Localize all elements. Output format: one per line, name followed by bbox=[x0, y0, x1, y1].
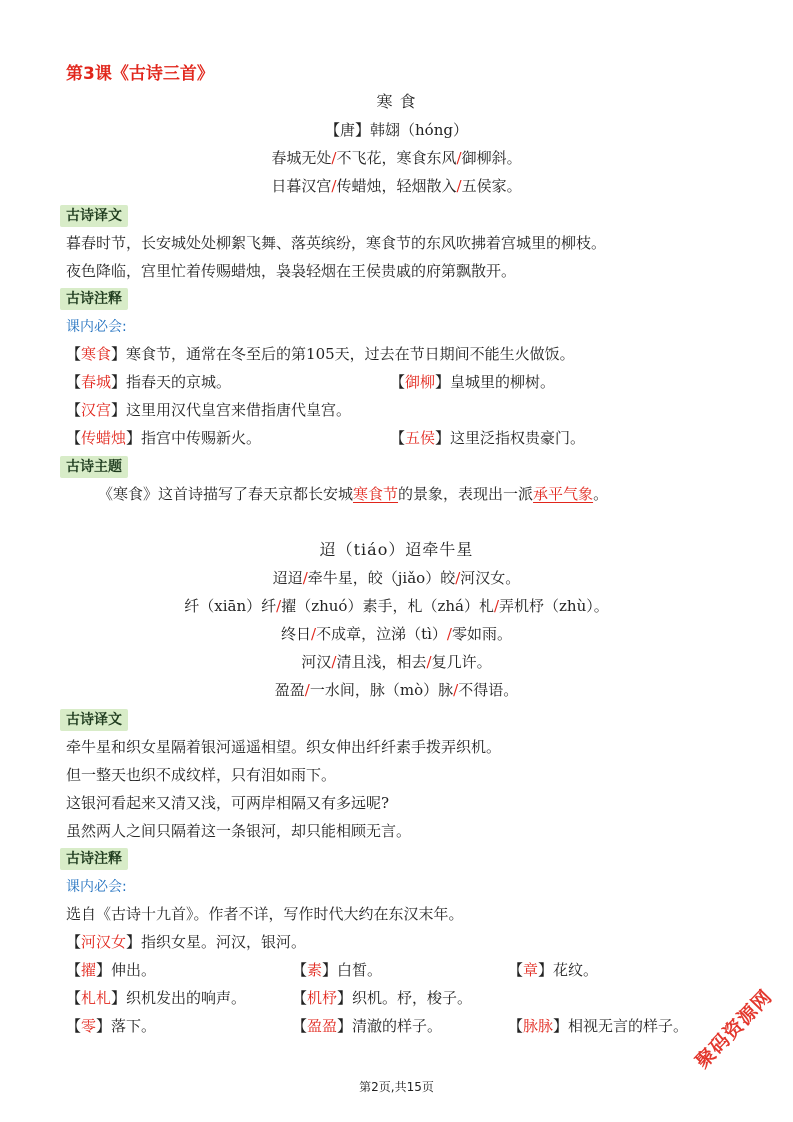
poem-segment: 河汉 bbox=[301, 653, 332, 671]
note-text: 花纹。 bbox=[553, 961, 599, 979]
poem-segment: 擢（zhuó）素手，札（zhá）札 bbox=[281, 597, 494, 615]
page-footer: 第2页,共15页 bbox=[359, 1080, 434, 1094]
poem1-note: 【五侯】这里泛指权贵豪门。 bbox=[390, 429, 586, 447]
note-term: 寒食 bbox=[81, 345, 112, 363]
note-text: 清澈的样子。 bbox=[352, 1017, 443, 1035]
poem1-note: 【寒食】寒食节，通常在冬至后的第105天，过去在节日期间不能生火做饭。 bbox=[66, 345, 575, 363]
watermark-stamp: 聚码资源网 bbox=[691, 985, 777, 1073]
poem1-translation-line: 暮春时节，长安城处处柳絮飞舞、落英缤纷，寒食节的东风吹拂着宫城里的柳枝。 bbox=[66, 234, 607, 252]
note-text: 这里用汉代皇宫来借指唐代皇宫。 bbox=[126, 401, 352, 419]
pause-slash: / bbox=[302, 569, 308, 587]
pause-slash: / bbox=[331, 149, 337, 167]
note-term: 五侯 bbox=[405, 429, 436, 447]
poem-segment: 一水间，脉（mò）脉 bbox=[309, 681, 454, 699]
poem2-line bbox=[0, 651, 793, 673]
pause-slash: / bbox=[493, 597, 500, 615]
poem2-note: 【章】花纹。 bbox=[508, 961, 599, 979]
poem2-note: 【擢】伸出。 bbox=[66, 961, 157, 979]
poem1-theme-label: 古诗主题 bbox=[60, 456, 128, 478]
poem2-line bbox=[0, 567, 793, 589]
poem1-note: 【春城】指春天的京城。 bbox=[66, 373, 232, 391]
poem-segment: 不成章，泣涕（tì） bbox=[316, 625, 447, 643]
note-term: 擢 bbox=[81, 961, 97, 979]
poem2-note: 【脉脉】相视无言的样子。 bbox=[508, 1017, 689, 1035]
note-term: 机杼 bbox=[307, 989, 338, 1007]
pause-slash: / bbox=[426, 653, 432, 671]
poem2-translation-line: 这银河看起来又清又浅，可两岸相隔又有多远呢? bbox=[66, 794, 390, 812]
note-term: 传蜡烛 bbox=[81, 429, 127, 447]
note-text: 指织女星。河汉，银河。 bbox=[141, 933, 307, 951]
note-text: 这里泛指权贵豪门。 bbox=[450, 429, 586, 447]
pause-slash: / bbox=[453, 681, 459, 699]
note-term: 零 bbox=[81, 1017, 97, 1035]
poem2-translation-line: 虽然两人之间只隔着这一条银河，却只能相顾无言。 bbox=[66, 822, 412, 840]
poem2-translation-line: 但一整天也织不成纹样，只有泪如雨下。 bbox=[66, 766, 337, 784]
poem-segment: 春城无处 bbox=[271, 149, 332, 167]
pause-slash: / bbox=[331, 653, 337, 671]
poem1-note: 【传蜡烛】指宫中传赐新火。 bbox=[66, 429, 262, 447]
lesson-title: 第3课《古诗三首》 bbox=[66, 64, 214, 84]
poem1-translation-label: 古诗译文 bbox=[60, 205, 128, 227]
pause-slash: / bbox=[455, 569, 461, 587]
poem1-theme bbox=[98, 483, 608, 505]
poem2-note: 【零】落下。 bbox=[66, 1017, 157, 1035]
poem2-line bbox=[0, 623, 793, 645]
poem1-title: 寒 食 bbox=[376, 92, 417, 111]
note-text: 指春天的京城。 bbox=[126, 373, 232, 391]
theme-text: 。 bbox=[593, 485, 609, 503]
note-text: 皇城里的柳树。 bbox=[450, 373, 556, 391]
poem-segment: 五侯家。 bbox=[461, 177, 522, 195]
poem2-note: 【札札】织机发出的响声。 bbox=[66, 989, 247, 1007]
poem1-notes-label: 古诗注释 bbox=[60, 288, 128, 310]
note-text: 落下。 bbox=[111, 1017, 157, 1035]
note-term: 汉宫 bbox=[81, 401, 112, 419]
note-text: 寒食节，通常在冬至后的第105天，过去在节日期间不能生火做饭。 bbox=[126, 345, 575, 363]
note-text: 指宫中传赐新火。 bbox=[141, 429, 262, 447]
note-term: 章 bbox=[523, 961, 539, 979]
poem-segment: 纤（xiān）纤 bbox=[184, 597, 277, 615]
note-term: 盈盈 bbox=[307, 1017, 338, 1035]
poem1-note: 【御柳】皇城里的柳树。 bbox=[390, 373, 556, 391]
poem-segment: 传蜡烛，轻烟散入 bbox=[336, 177, 457, 195]
poem1-must-label: 课内必会: bbox=[66, 319, 127, 335]
poem-segment: 日暮汉宫 bbox=[271, 177, 332, 195]
note-term: 札札 bbox=[81, 989, 112, 1007]
note-term: 春城 bbox=[81, 373, 112, 391]
note-term: 御柳 bbox=[405, 373, 436, 391]
poem-segment: 牵牛星，皎（jiǎo）皎 bbox=[307, 569, 456, 587]
pause-slash: / bbox=[304, 681, 310, 699]
poem1-note: 【汉宫】这里用汉代皇宫来借指唐代皇宫。 bbox=[66, 401, 352, 419]
pause-slash: / bbox=[446, 625, 452, 643]
poem2-line bbox=[0, 595, 793, 617]
poem2-intro: 选自《古诗十九首》。作者不详，写作时代大约在东汉末年。 bbox=[66, 905, 464, 923]
poem-segment: 零如雨。 bbox=[451, 625, 512, 643]
poem-segment: 盈盈 bbox=[274, 681, 305, 699]
poem2-note: 【河汉女】指织女星。河汉，银河。 bbox=[66, 933, 307, 951]
pause-slash: / bbox=[456, 177, 462, 195]
poem-segment: 复几许。 bbox=[431, 653, 492, 671]
note-text: 白皙。 bbox=[337, 961, 383, 979]
note-text: 伸出。 bbox=[111, 961, 157, 979]
poem2-note: 【机杼】织机。杼，梭子。 bbox=[292, 989, 473, 1007]
note-term: 河汉女 bbox=[81, 933, 127, 951]
theme-text: 《寒食》这首诗描写了春天京都长安城 bbox=[98, 485, 354, 503]
poem2-note: 【盈盈】清澈的样子。 bbox=[292, 1017, 443, 1035]
note-term: 脉脉 bbox=[523, 1017, 554, 1035]
pause-slash: / bbox=[456, 149, 462, 167]
poem2-line bbox=[0, 679, 793, 701]
poem2-title: 迢（tiáo）迢牵牛星 bbox=[319, 540, 474, 559]
poem2-note: 【素】白皙。 bbox=[292, 961, 383, 979]
poem-segment: 御柳斜。 bbox=[461, 149, 522, 167]
pause-slash: / bbox=[311, 625, 317, 643]
note-text: 织机发出的响声。 bbox=[126, 989, 247, 1007]
poem-segment: 不飞花，寒食东风 bbox=[336, 149, 457, 167]
poem1-translation-line: 夜色降临，宫里忙着传赐蜡烛，袅袅轻烟在王侯贵戚的府第飘散开。 bbox=[66, 262, 517, 280]
poem-segment: 清且浅，相去 bbox=[336, 653, 427, 671]
poem-segment: 不得语。 bbox=[458, 681, 519, 699]
poem1-line bbox=[0, 147, 793, 169]
pause-slash: / bbox=[276, 597, 282, 615]
poem2-translation-line: 牵牛星和织女星隔着银河遥遥相望。织女伸出纤纤素手拨弄织机。 bbox=[66, 738, 502, 756]
poem1-author: 【唐】韩翃（hóng） bbox=[325, 121, 468, 139]
poem-segment: 终日 bbox=[281, 625, 312, 643]
poem1-line bbox=[0, 175, 793, 197]
poem2-notes-label: 古诗注释 bbox=[60, 848, 128, 870]
note-text: 相视无言的样子。 bbox=[568, 1017, 689, 1035]
note-text: 织机。杼，梭子。 bbox=[352, 989, 473, 1007]
theme-keyword: 承平气象 bbox=[533, 485, 594, 503]
theme-keyword: 寒食节 bbox=[353, 485, 399, 503]
poem2-must-label: 课内必会: bbox=[66, 879, 127, 895]
theme-text: 的景象，表现出一派 bbox=[398, 485, 534, 503]
note-term: 素 bbox=[307, 961, 323, 979]
pause-slash: / bbox=[331, 177, 337, 195]
poem-segment: 迢迢 bbox=[272, 569, 303, 587]
poem-segment: 弄机杼（zhù）。 bbox=[499, 597, 609, 615]
poem-segment: 河汉女。 bbox=[460, 569, 521, 587]
poem2-translation-label: 古诗译文 bbox=[60, 709, 128, 731]
